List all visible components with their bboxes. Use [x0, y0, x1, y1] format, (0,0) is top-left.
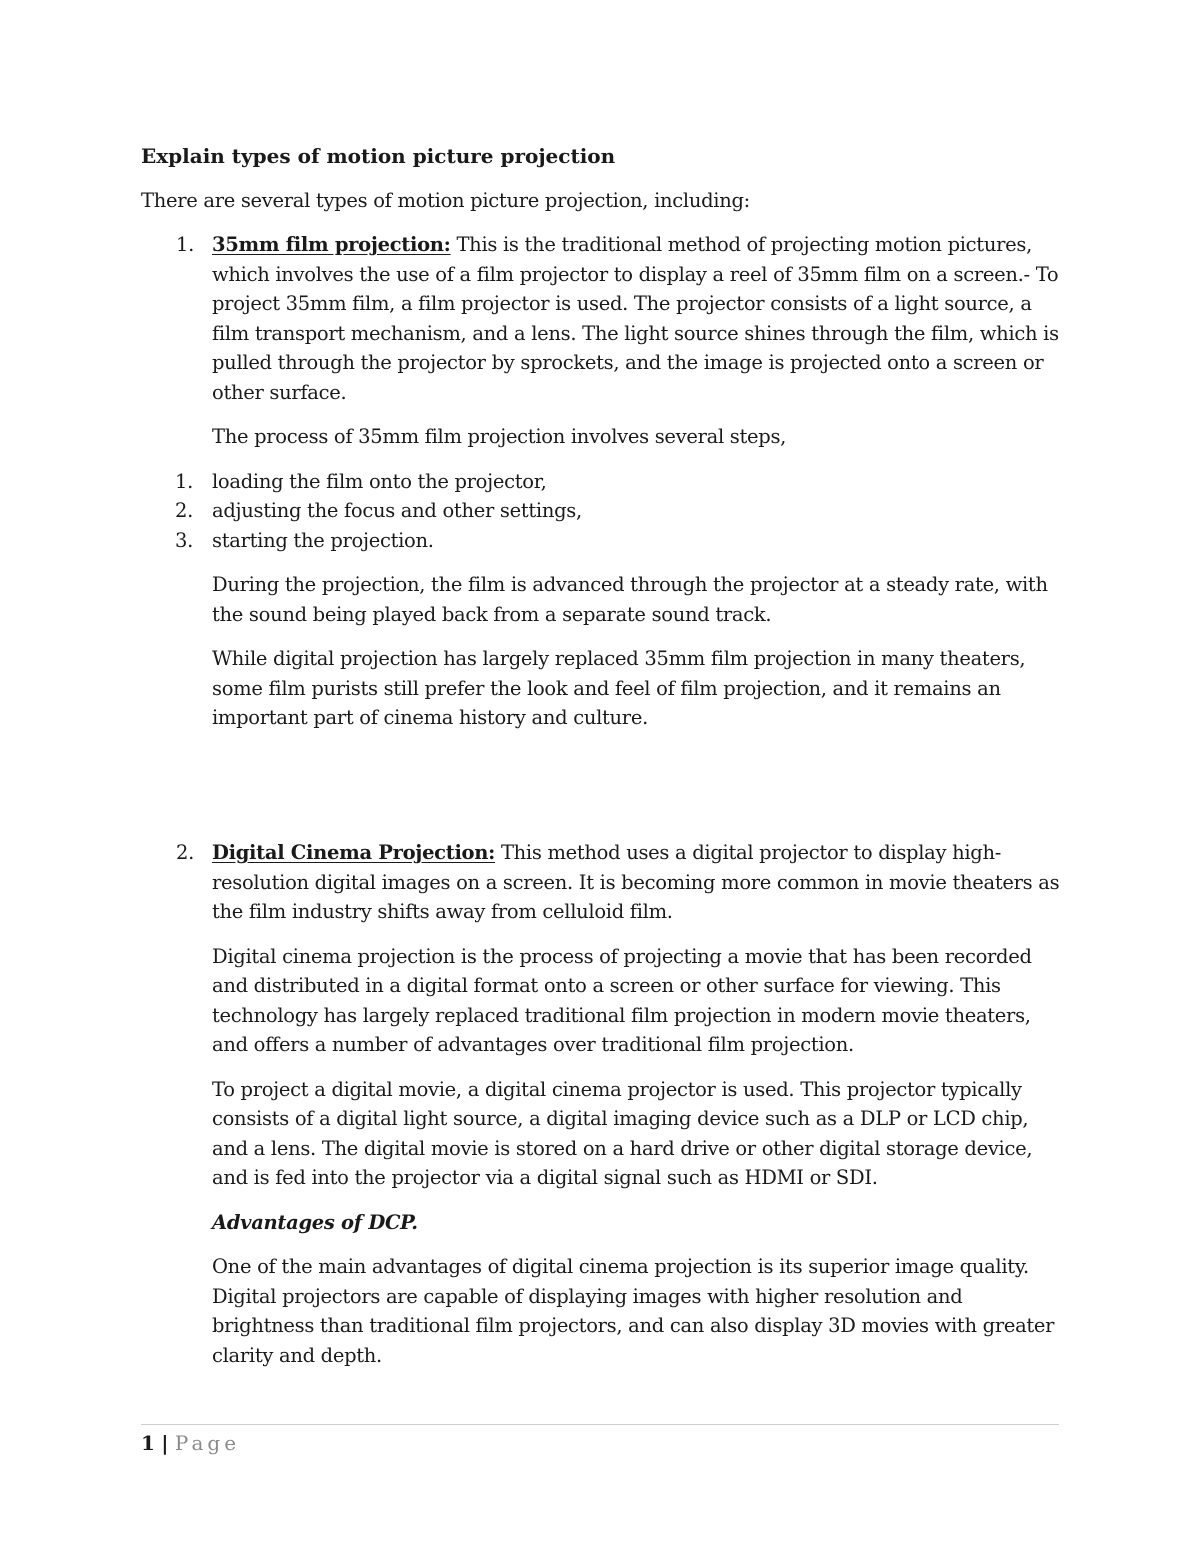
list-item-number: 2. [176, 841, 195, 864]
step-number: 2. [175, 499, 194, 522]
step-text: adjusting the focus and other settings, [212, 499, 582, 522]
body-paragraph: While digital projection has largely replaced 35mm film projection in many theaters, some film purists still prefer the look and feel of film projection, and it remains an important part of cinema history and culture. [212, 647, 1026, 729]
step-item [141, 467, 1061, 497]
page-footer [141, 1429, 240, 1457]
list-item-body [212, 838, 1061, 1370]
list-item-digital-cinema [141, 838, 1061, 1385]
item-intro-paragraph [212, 838, 1061, 927]
step-number: 1. [175, 469, 194, 493]
step-text: loading the film onto the projector, [212, 469, 547, 493]
body-paragraph: Digital cinema projection is the process of projecting a movie that has been recorded and distributed in a digital format onto a screen or other surface for viewing. This technology has largely replaced traditional film projection in modern movie theaters, and offers a number of advantages over traditional film projection. [212, 944, 1032, 1056]
step-item [141, 496, 1061, 526]
steps-list [175, 467, 1061, 556]
steps-intro: The process of 35mm film projection involves several steps, [212, 425, 787, 448]
list-item-35mm [141, 230, 1061, 748]
item-description: This is the traditional method of projecting motion pictures, which involves the use of a film projector to display a reel of 35mm film on a screen.- To project 35mm film, a film projector is used. The projector consists of a light source, a film transport mechanism, and a lens. The light source shines through the film, which is pulled through the projector by sprockets, and the image is projected onto a screen or other surface. [212, 233, 1059, 404]
body-paragraph: One of the main advantages of digital cinema projection is its superior image quality. Digital projectors are capable of displaying images with higher resolution and brightness than traditional film projectors, and can also display 3D movies with greater clarity and depth. [212, 1255, 1055, 1367]
step-item [141, 526, 1061, 556]
document-heading: Explain types of motion picture projection [141, 144, 616, 168]
footer-divider [141, 1424, 1059, 1425]
step-number: 3. [175, 528, 194, 552]
list-item-body [175, 230, 1061, 733]
item-term: Digital Cinema Projection: [212, 841, 496, 864]
advantages-subheading: Advantages of DCP. [212, 1210, 418, 1234]
item-intro-paragraph [212, 230, 1061, 407]
list-item-number: 1. [176, 233, 195, 256]
item-term: 35mm film projection: [212, 233, 451, 256]
step-text: starting the projection. [212, 528, 434, 552]
item-description: This method uses a digital projector to display high-resolution digital images on a screen. It is becoming more common in movie theaters as the film industry shifts away from celluloid film. [212, 841, 1060, 923]
body-paragraph: To project a digital movie, a digital cinema projector is used. This projector typically consists of a digital light source, a digital imaging device such as a DLP or LCD chip, and a lens. The digital movie is stored on a hard drive or other digital storage device, and is fed into the projector via a digital signal such as HDMI or SDI. [212, 1077, 1033, 1189]
body-paragraph: During the projection, the film is advanced through the projector at a steady rate, with the sound being played back from a separate sound track. [212, 573, 1048, 626]
page-number: 1 [141, 1431, 155, 1455]
footer-separator: | [161, 1431, 169, 1455]
page-label: Page [174, 1431, 241, 1455]
intro-paragraph: There are several types of motion picture projection, including: [141, 189, 750, 212]
